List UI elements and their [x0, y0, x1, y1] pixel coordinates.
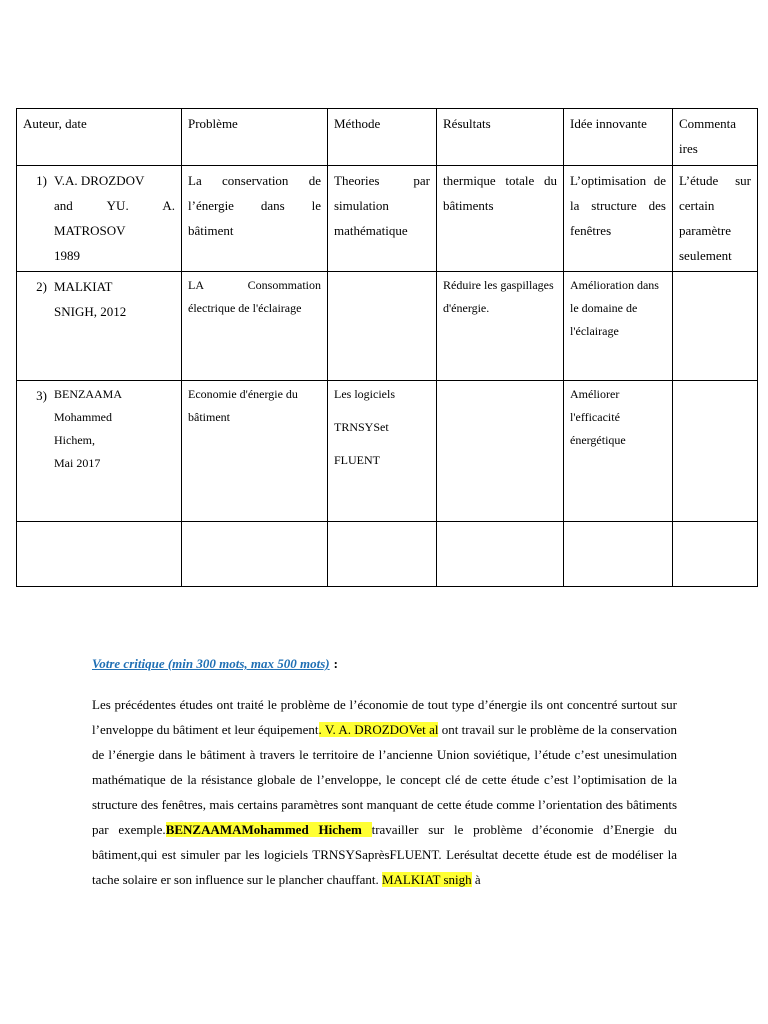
empty-cell: [437, 522, 564, 587]
author-line: BENZAAMA: [54, 387, 122, 401]
author-line: Hichem,: [54, 433, 95, 447]
critique-text: ont travail sur le problème de la conservation de l’énergie dans le bâtiment à travers le territoire de l’ancienne Union soviétique, l’étude c’est unesimulation mathématique de la résistance globale de l’enveloppe, le concept clé de cette étude c’est l’optimisation de la structure des fenêtres, mais certains paramètres sont manquant de cette étude comme l’orientation des bâtiments par exemple.: [92, 722, 677, 837]
method-line: FLUENT: [334, 453, 380, 467]
header-comments: [673, 109, 758, 166]
header-results: Résultats: [437, 109, 564, 166]
header-method: Méthode: [328, 109, 437, 166]
empty-cell: [182, 522, 328, 587]
method-cell: [328, 381, 437, 522]
author-cell: [17, 272, 182, 381]
results-cell: Réduire les gaspillages d'énergie.: [437, 272, 564, 381]
table-row: [17, 166, 758, 272]
idea-cell: Amélioration dans le domaine de l'éclairage: [564, 272, 673, 381]
method-cell: [328, 272, 437, 381]
author-cell: [17, 381, 182, 522]
header-comments-part1: Commenta: [679, 116, 737, 131]
author-cell: [17, 166, 182, 272]
results-cell: thermique totale du bâtiments: [437, 166, 564, 272]
header-idea: Idée innovante: [564, 109, 673, 166]
author-line: and YU. A.: [54, 198, 175, 213]
header-problem: Problème: [182, 109, 328, 166]
problem-cell: LA Consommation électrique de l'éclairage: [182, 272, 328, 381]
highlight-drozdov: . V. A. DROZDOVet al: [318, 722, 439, 737]
critique-text: travailler sur le problème d’économie d’Energie du bâtiment,qui est simuler par les logiciels TRNSYSaprèsFLUENT. Lerésultat decette étude est de modéliser la tache solaire er son influence sur le plancher chauffant.: [92, 822, 677, 887]
method-cell: Theories par simulation mathématique: [328, 166, 437, 272]
row-number: 1): [36, 173, 47, 188]
comments-cell: [673, 272, 758, 381]
method-line: Les logiciels: [334, 387, 395, 401]
idea-cell: L’optimisation de la structure des fenêtres: [564, 166, 673, 272]
comments-cell: L’étude sur certain paramètre seulement: [673, 166, 758, 272]
method-line: TRNSYSet: [334, 420, 389, 434]
author-line: MATROSOV: [54, 223, 126, 238]
comments-cell: [673, 381, 758, 522]
table-row: [17, 272, 758, 381]
table-header-row: [17, 109, 758, 166]
author-line: MALKIAT: [54, 279, 113, 294]
author-line: 1989: [54, 248, 80, 263]
problem-cell: La conservation de l’énergie dans le bâtiment: [182, 166, 328, 272]
highlight-malkiat: MALKIAT snigh: [381, 872, 472, 887]
literature-table: [16, 108, 758, 587]
author-line: V.A. DROZDOV: [54, 173, 145, 188]
author-line: Mohammed: [54, 410, 112, 424]
critique-text: à: [471, 872, 481, 887]
idea-cell: Améliorer l'efficacité énergétique: [564, 381, 673, 522]
table-row: [17, 381, 758, 522]
author-line: Mai 2017: [54, 456, 101, 470]
empty-cell: [673, 522, 758, 587]
table-row-empty: [17, 522, 758, 587]
header-author: Auteur, date: [17, 109, 182, 166]
highlight-benzaama: BENZAAMAMohammed Hichem: [165, 822, 372, 837]
critique-title-text: Votre critique (min 300 mots, max 500 mots): [92, 656, 330, 671]
empty-cell: [328, 522, 437, 587]
empty-cell: [17, 522, 182, 587]
critique-paragraph: [92, 692, 677, 892]
author-line: SNIGH, 2012: [54, 304, 127, 319]
row-number: 2): [36, 279, 47, 294]
row-number: 3): [36, 388, 47, 403]
critique-heading: [92, 656, 338, 672]
empty-cell: [564, 522, 673, 587]
problem-cell: Economie d'énergie du bâtiment: [182, 381, 328, 522]
critique-text: Les précédentes études ont traité le problème de l’économie de tout type d’énergie ils ont concentré surtout sur l’enveloppe du bâtiment et leur équipement: [92, 697, 677, 737]
header-comments-part2: ires: [679, 141, 698, 156]
results-cell: [437, 381, 564, 522]
critique-colon: :: [333, 656, 338, 671]
